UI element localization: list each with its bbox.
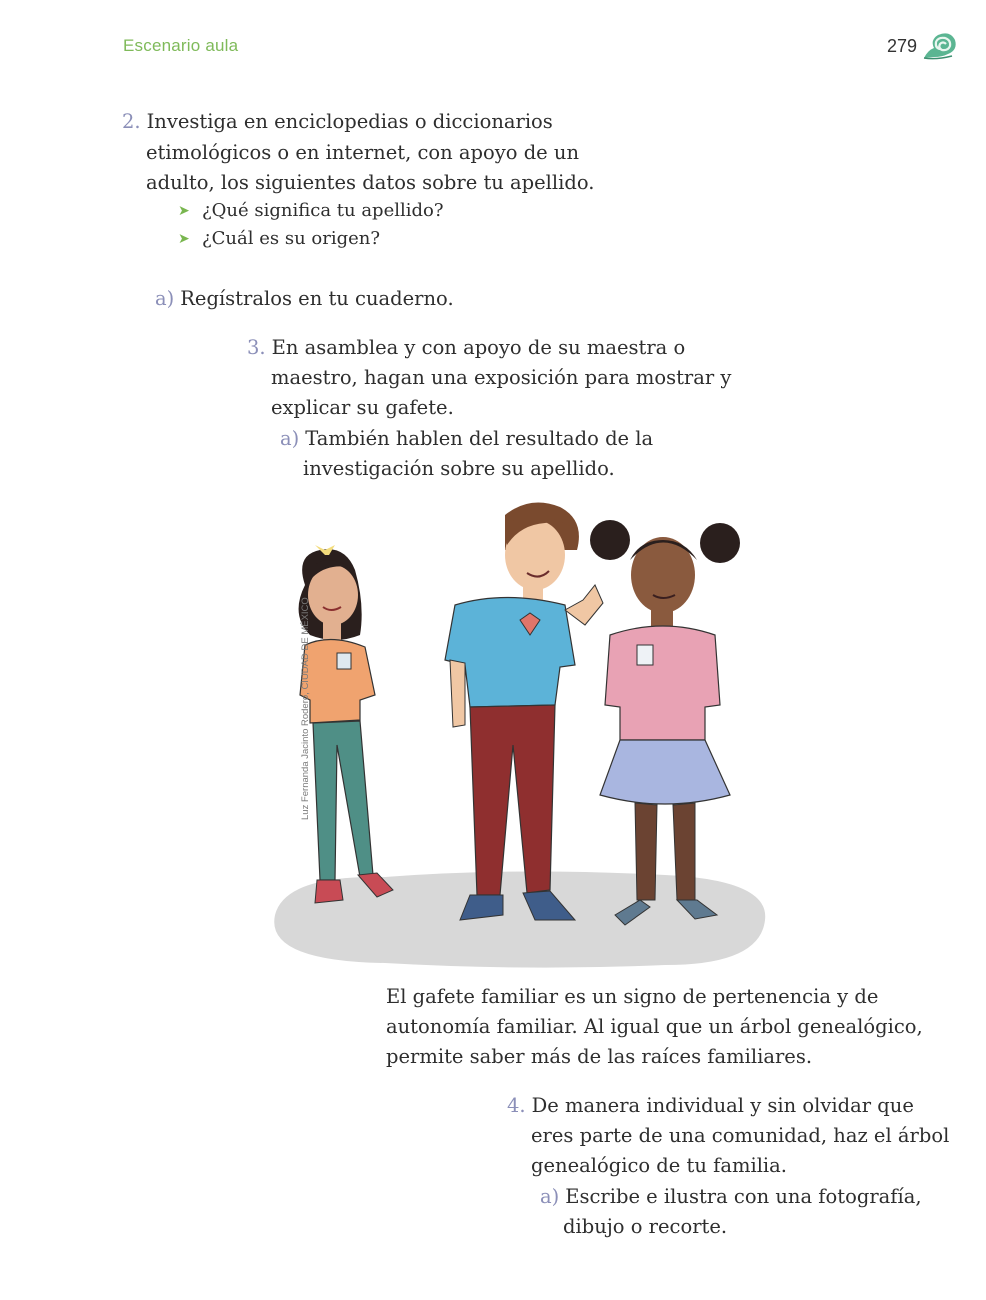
girl-right-figure — [590, 520, 740, 925]
bullet-arrow-icon: ➤ — [178, 203, 190, 219]
boy-center-figure — [445, 503, 603, 921]
q3-line-2: maestro, hagan una exposición para mostrar y — [271, 366, 732, 389]
q3-sub-a-label: a) — [280, 427, 300, 450]
paragraph-line-2: autonomía familiar. Al igual que un árbol genealógico, — [386, 1015, 923, 1038]
paragraph-line-1: El gafete familiar es un signo de pertenencia y de — [386, 985, 879, 1008]
snail-icon — [922, 30, 958, 62]
q3-line-1: 3. En asamblea y con apoyo de su maestra o — [247, 336, 686, 359]
page-number: 279 — [887, 36, 918, 56]
q4-number: 4. — [507, 1094, 526, 1117]
q2-sub-a: a) Regístralos en tu cuaderno. — [155, 287, 454, 310]
q2-line-3: adulto, los siguientes datos sobre tu apellido. — [146, 171, 595, 194]
q2-bullet-1: ¿Qué significa tu apellido? — [202, 200, 444, 221]
q2-line-2: etimológicos o en internet, con apoyo de un — [146, 141, 580, 164]
q3-sub-a-line-1: a) También hablen del resultado de la — [280, 427, 654, 450]
girl-left-figure — [299, 545, 393, 903]
q4-sub-a-line-2: dibujo o recorte. — [563, 1215, 728, 1238]
q3-number: 3. — [247, 336, 266, 359]
q2-bullet-2: ¿Cuál es su origen? — [202, 228, 381, 249]
q4-line-3: genealógico de tu familia. — [531, 1154, 787, 1177]
q4-line-2: eres parte de una comunidad, haz el árbol — [531, 1124, 950, 1147]
q3-line-3: explicar su gafete. — [271, 396, 454, 419]
q2-sub-a-label: a) — [155, 287, 175, 310]
paragraph-line-3: permite saber más de las raíces familiares. — [386, 1045, 813, 1068]
section-title: Escenario aula — [123, 36, 239, 55]
q4-sub-a-line-1: a) Escribe e ilustra con una fotografía, — [540, 1185, 922, 1208]
q2-number: 2. — [122, 110, 141, 133]
illustration-credit: Luz Fernanda Jacinto Rodero, CIUDAD DE MÉXICO — [300, 597, 311, 820]
q4-sub-a-label: a) — [540, 1185, 560, 1208]
bullet-arrow-icon: ➤ — [178, 231, 190, 247]
q2-line-1: 2. Investiga en enciclopedias o diccionarios — [122, 110, 553, 133]
q4-line-1: 4. De manera individual y sin olvidar que — [507, 1094, 914, 1117]
q3-sub-a-line-2: investigación sobre su apellido. — [303, 457, 615, 480]
children-illustration — [265, 495, 775, 970]
